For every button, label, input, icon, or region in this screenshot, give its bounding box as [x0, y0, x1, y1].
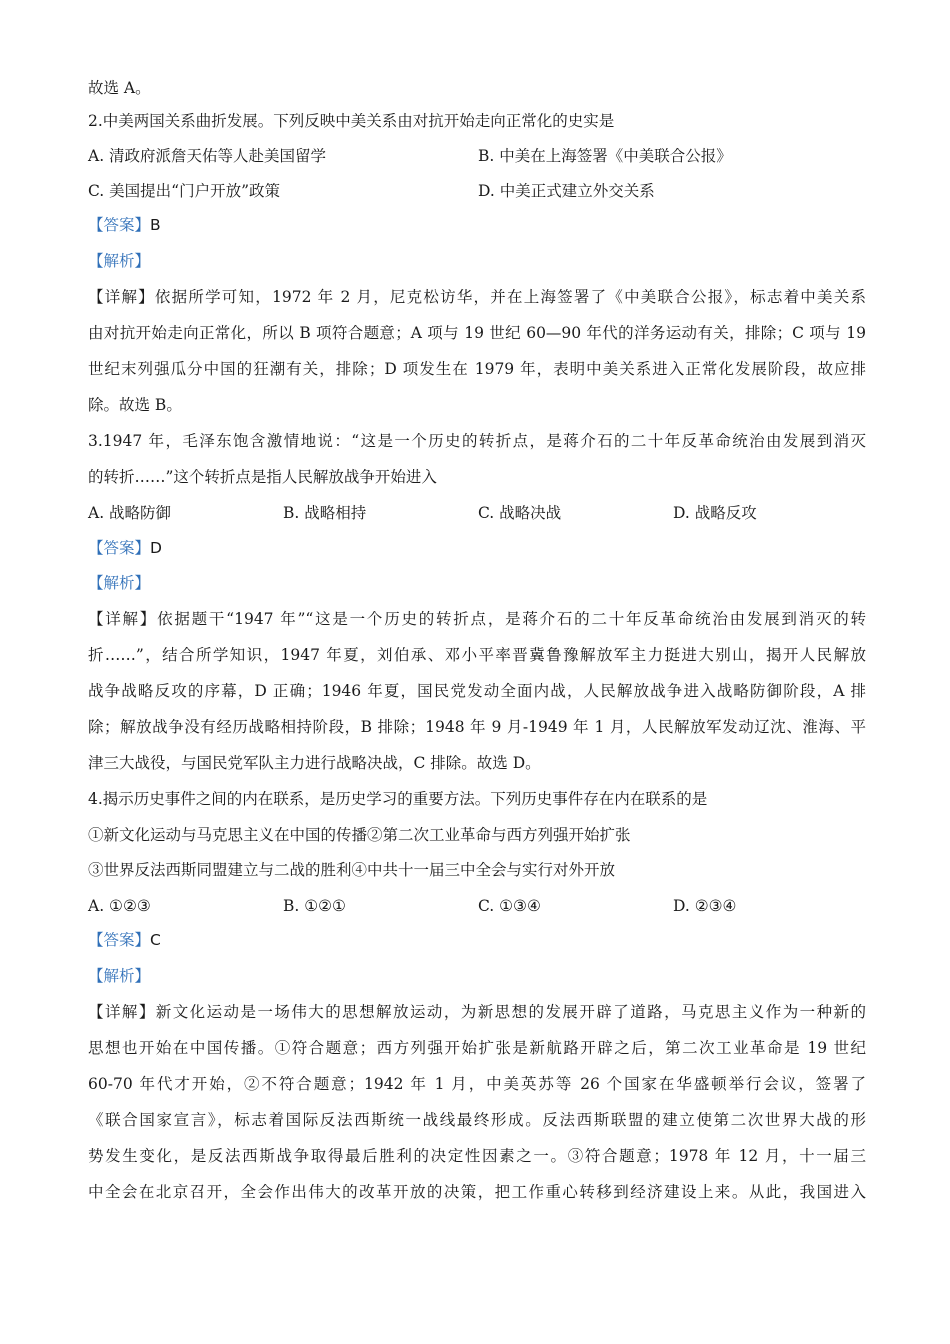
q4-analysis-tag: 【解析】: [88, 967, 151, 985]
q4-detail-line-6: 中全会在北京召开，全会作出伟大的改革开放的决策，把工作重心转移到经济建设上来。从此，我国进入: [88, 1183, 866, 1201]
q4-answer-value: C: [150, 931, 161, 949]
q4-option-c: C. ①③④: [478, 897, 541, 915]
q3-option-c: C. 战略决战: [478, 504, 562, 522]
detail-tag: 【详解】: [88, 1003, 156, 1021]
q2-stem: 2.中美两国关系曲折发展。下列反映中美关系由对抗开始走向正常化的史实是: [88, 112, 615, 130]
q3-analysis-tag: 【解析】: [88, 574, 151, 592]
q2-answer-value: B: [150, 216, 161, 234]
q4-detail-line-3: 60-70 年代才开始，②不符合题意；1942 年 1 月，中美英苏等 26 个国家在华盛顿举行会议，签署了: [88, 1075, 866, 1093]
q2-answer: [88, 214, 866, 236]
q4-detail-line-1: [88, 1001, 866, 1023]
q3-detail-line-4: 除；解放战争没有经历战略相持阶段，B 排除；1948 年 9 月-1949 年 1 月，人民解放军发动辽沈、淮海、平: [88, 718, 866, 736]
q4-option-b: B. ①②①: [283, 897, 346, 915]
q3-detail-line-1: [88, 608, 866, 630]
q3-detail-line-5: 津三大战役，与国民党军队主力进行战略决战，C 排除。故选 D。: [88, 754, 541, 772]
q2-detail-line-2: 由对抗开始走向正常化，所以 B 项符合题意；A 项与 19 世纪 60—90 年代的洋务运动有关，排除；C 项与 19: [88, 324, 866, 342]
detail-tag: 【详解】: [88, 610, 158, 628]
q4-stem: 4.揭示历史事件之间的内在联系，是历史学习的重要方法。下列历史事件存在内在联系的是: [88, 790, 708, 808]
q3-stem-line-1: 3.1947 年，毛泽东饱含激情地说：“这是一个历史的转折点，是蒋介石的二十年反革命统治由发展到消灭: [88, 432, 866, 450]
answer-tag: 【答案】: [88, 931, 151, 949]
answer-tag: 【答案】: [88, 216, 151, 234]
q2-detail-text: 依据所学可知，1972 年 2 月，尼克松访华，并在上海签署了《中美联合公报》，标志着中美关系: [154, 288, 866, 306]
q3-stem-line-2: 的转折……”这个转折点是指人民解放战争开始进入: [88, 468, 437, 486]
q2-option-c: C. 美国提出“门户开放”政策: [88, 182, 281, 200]
q3-option-a: A. 战略防御: [88, 504, 172, 522]
q3-detail-line-2: 折……”，结合所学知识，1947 年夏，刘伯承、邓小平率晋冀鲁豫解放军主力挺进大别山，揭开人民解放: [88, 646, 866, 664]
q3-option-d: D. 战略反攻: [673, 504, 757, 522]
q3-answer-value: D: [150, 539, 162, 557]
q3-detail-text: 依据题干“1947 年”“这是一个历史的转折点，是蒋介石的二十年反革命统治由发展到消灭的转: [157, 610, 866, 628]
q2-analysis-tag: 【解析】: [88, 252, 151, 270]
q3-detail-line-3: 战争战略反攻的序幕，D 正确；1946 年夏，国民党发动全面内战，人民解放战争进入战略防御阶段，A 排: [88, 682, 866, 700]
q3-answer: [88, 537, 866, 559]
q4-option-a: A. ①②③: [88, 897, 151, 915]
q4-detail-line-2: 思想也开始在中国传播。①符合题意；西方列强开始扩张是新航路开辟之后，第二次工业革命是 19 世纪: [88, 1039, 866, 1057]
q4-item-line-1: ①新文化运动与马克思主义在中国的传播②第二次工业革命与西方列强开始扩张: [88, 826, 631, 844]
q2-detail-line-4: 除。故选 B。: [88, 396, 182, 414]
q3-option-b: B. 战略相持: [283, 504, 367, 522]
q4-detail-line-5: 势发生变化，是反法西斯战争取得最后胜利的决定性因素之一。③符合题意；1978 年 12 月，十一届三: [88, 1147, 866, 1165]
q4-detail-line-4: 《联合国家宣言》，标志着国际反法西斯统一战线最终形成。反法西斯联盟的建立使第二次世界大战的形: [88, 1111, 866, 1129]
q2-option-d: D. 中美正式建立外交关系: [478, 182, 655, 200]
q2-option-b: B. 中美在上海签署《中美联合公报》: [478, 147, 732, 165]
q2-option-a: A. 清政府派詹天佑等人赴美国留学: [88, 147, 327, 165]
q4-item-line-2: ③世界反法西斯同盟建立与二战的胜利④中共十一届三中全会与实行对外开放: [88, 861, 616, 879]
answer-tag: 【答案】: [88, 539, 151, 557]
q2-detail-line-1: [88, 286, 866, 308]
q4-detail-text: 新文化运动是一场伟大的思想解放运动，为新思想的发展开辟了道路，马克思主义作为一种新的: [155, 1003, 866, 1021]
previous-answer-tail: 故选 A。: [88, 79, 151, 97]
q4-answer: [88, 929, 866, 951]
q4-option-d: D. ②③④: [673, 897, 737, 915]
detail-tag: 【详解】: [88, 288, 155, 306]
q2-detail-line-3: 世纪末列强瓜分中国的狂潮有关，排除；D 项发生在 1979 年，表明中美关系进入正常化发展阶段，故应排: [88, 360, 866, 378]
